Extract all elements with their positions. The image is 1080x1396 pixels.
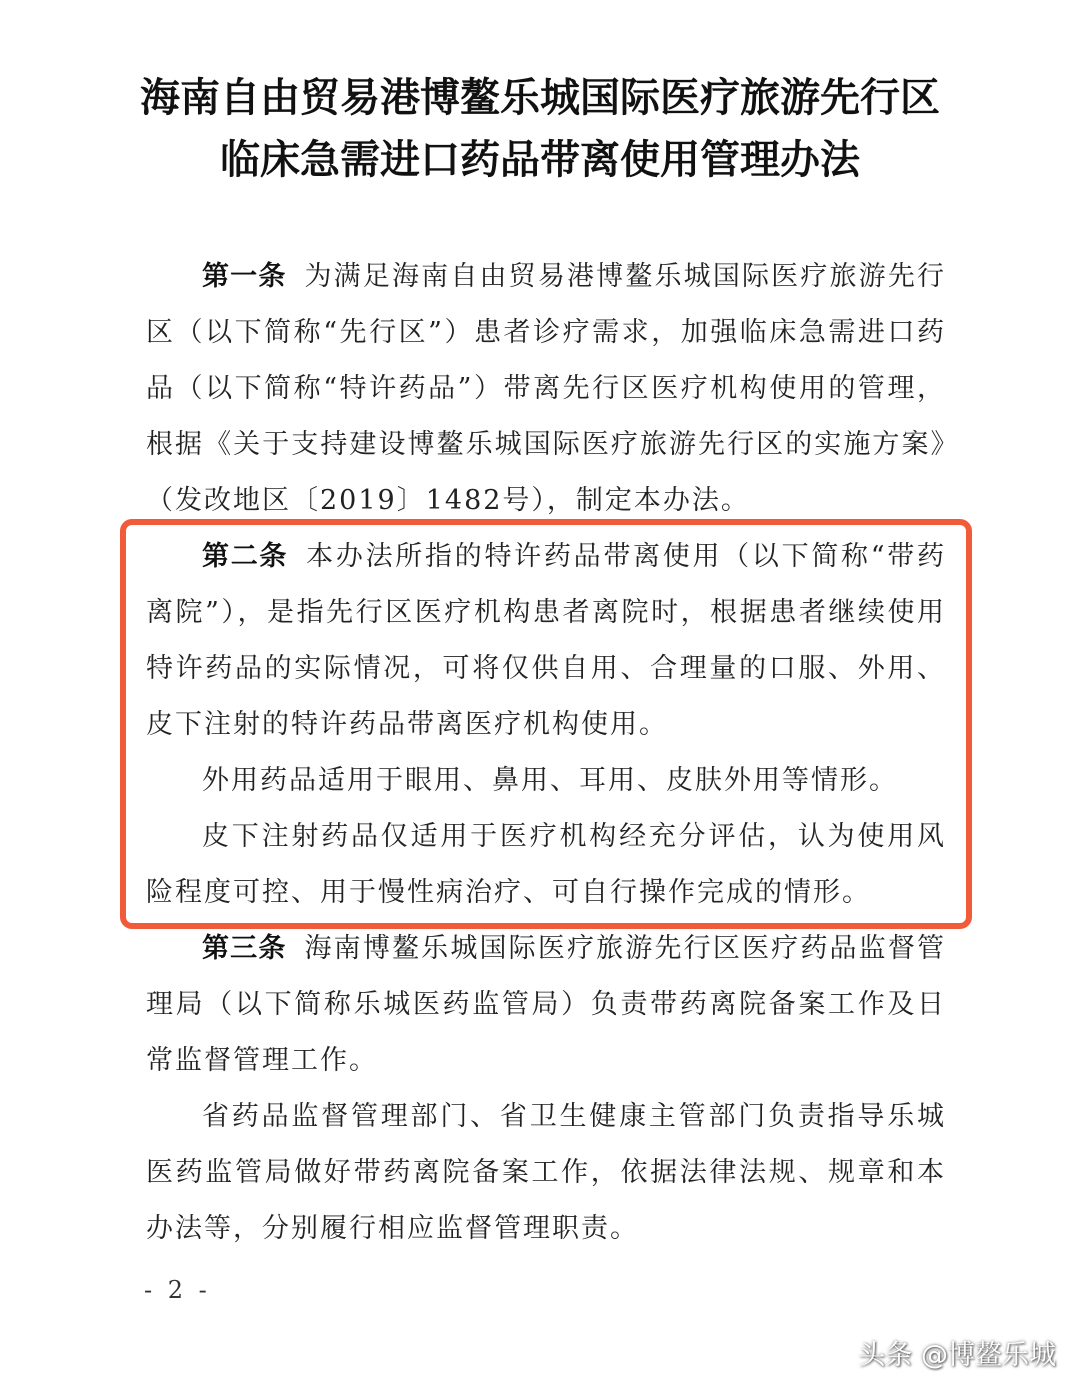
page-number: - 2 -	[144, 1276, 211, 1304]
watermark: 头条 @博鳌乐城	[858, 1340, 1056, 1371]
paragraph-text: 为满足海南自由贸易港博鳌乐城国际医疗旅游先行区（以下简称“先行区”）患者诊疗需求，加强临床急需进口药品（以下简称“特许药品”）带离先行区医疗机构使用的管理，根据《关于支持建设博鳌乐城国际医疗旅游先行区的实施方案》（发改地区〔2019〕1482号），制定本办法。	[146, 261, 946, 516]
paragraph-text: 皮下注射药品仅适用于医疗机构经充分评估，认为使用风险程度可控、用于慢性病治疗、可自行操作完成的情形。	[146, 821, 946, 908]
article-3-paragraph	[146, 921, 946, 1089]
article-label: 第二条	[202, 541, 289, 572]
paragraph-text: 外用药品适用于眼用、鼻用、耳用、皮肤外用等情形。	[202, 765, 898, 796]
article-label: 第三条	[202, 933, 287, 964]
paragraph-text: 本办法所指的特许药品带离使用（以下简称“带药离院”），是指先行区医疗机构患者离院时，根据患者继续使用特许药品的实际情况，可将仅供自用、合理量的口服、外用、皮下注射的特许药品带离医疗机构使用。	[146, 541, 946, 740]
document-title-line-2: 临床急需进口药品带离使用管理办法	[220, 136, 860, 183]
document-title-line-1: 海南自由贸易港博鳌乐城国际医疗旅游先行区	[140, 74, 940, 121]
paragraph-text: 海南博鳌乐城国际医疗旅游先行区医疗药品监督管理局（以下简称乐城医药监管局）负责带药离院备案工作及日常监督管理工作。	[146, 933, 946, 1076]
article-1-paragraph	[146, 249, 946, 529]
article-3-supervision-paragraph	[146, 1089, 946, 1257]
paragraph-text: 省药品监督管理部门、省卫生健康主管部门负责指导乐城医药监管局做好带药离院备案工作，依据法律法规、规章和本办法等，分别履行相应监督管理职责。	[146, 1101, 946, 1244]
article-label: 第一条	[202, 261, 287, 292]
highlight-box	[120, 519, 972, 929]
